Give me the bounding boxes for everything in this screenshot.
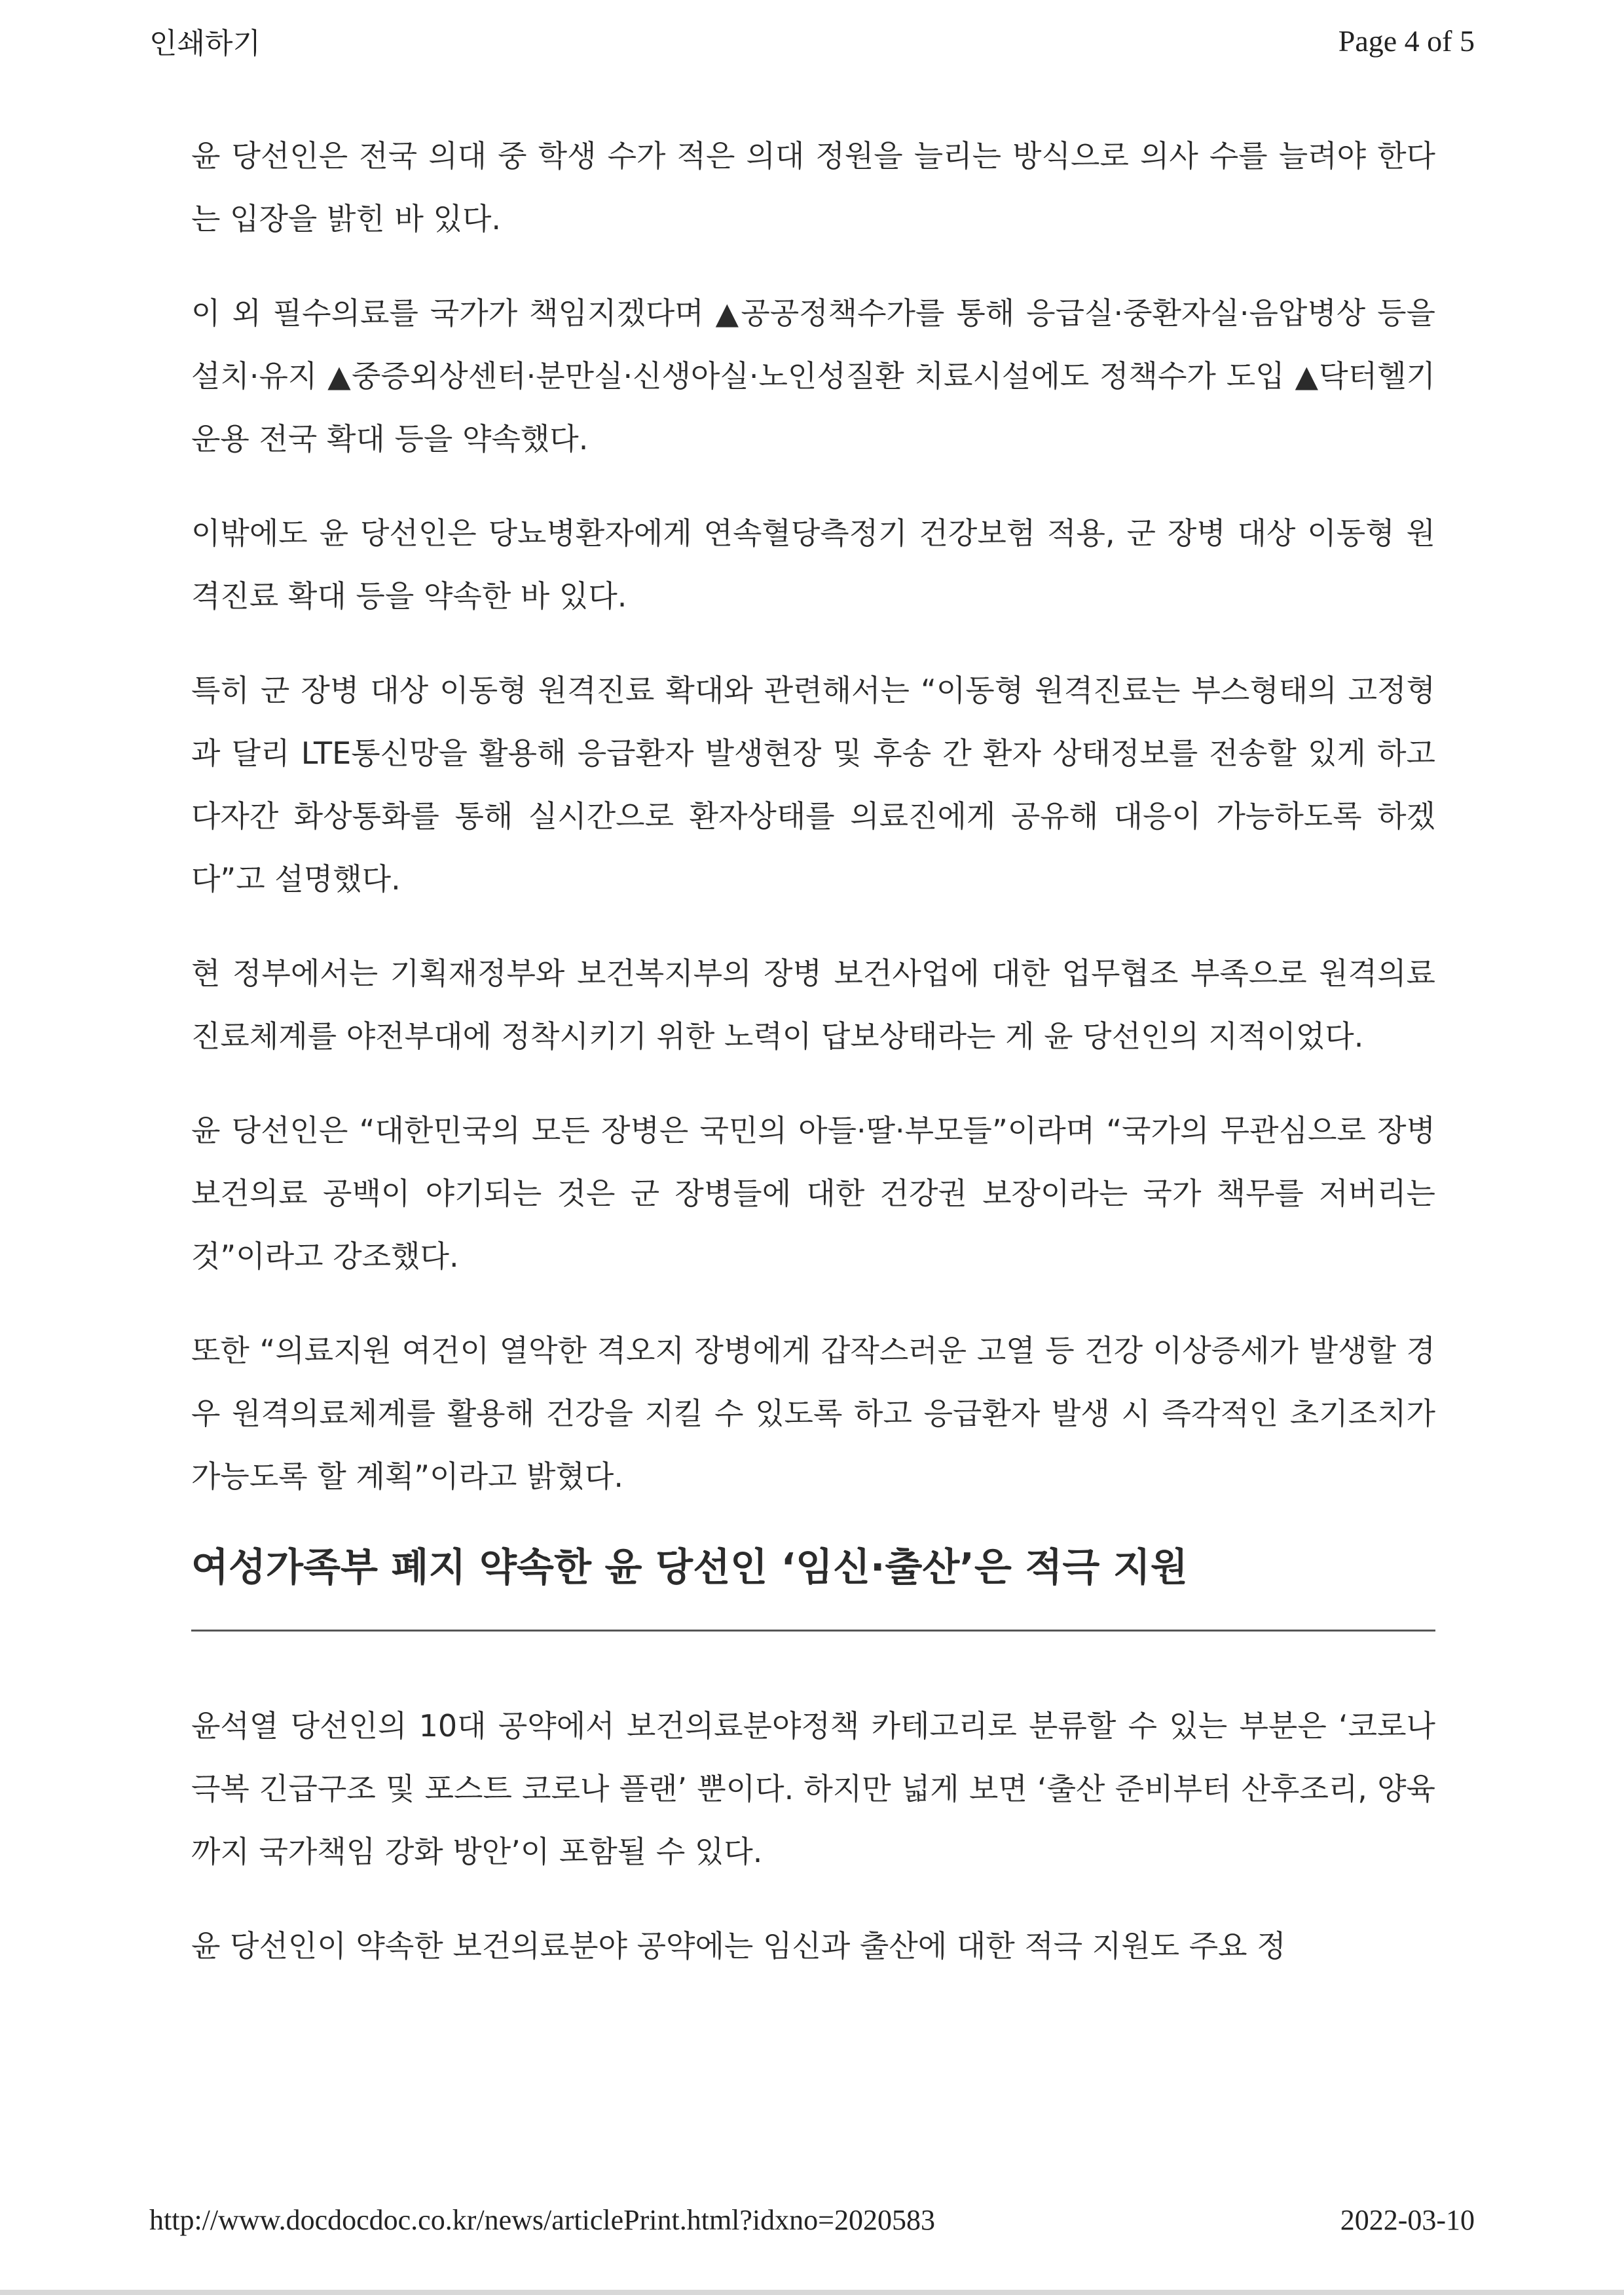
print-date: 2022-03-10 [1340, 2204, 1475, 2236]
page-indicator: Page 4 of 5 [1338, 24, 1475, 58]
paragraph: 이 외 필수의료를 국가가 책임지겠다며 ▲공공정책수가를 통해 응급실·중환자실·음압병상 등을 설치·유지 ▲중증외상센터·분만실·신생아실·노인성질환 치료시설에도 정책수가 도입 ▲닥터헬기 운용 전국 확대 등을 약속했다. [191, 295, 1435, 457]
print-link[interactable]: 인쇄하기 [149, 27, 261, 60]
section-subheading: 여성가족부 폐지 약속한 윤 당선인 ‘임신·출산’은 적극 지원 [191, 1544, 1188, 1590]
paragraph: 윤석열 당선인의 10대 공약에서 보건의료분야정책 카테고리로 분류할 수 있는 부분은 ‘코로나 극복 긴급구조 및 포스트 코로나 플랜’ 뿐이다. 하지만 넓게 보면 ‘출산 준비부터 산후조리, 양육까지 국가책임 강화 방안’이 포함될 수 있다. [191, 1708, 1435, 1869]
paragraph: 이밖에도 윤 당선인은 당뇨병환자에게 연속혈당측정기 건강보험 적용, 군 장병 대상 이동형 원격진료 확대 등을 약속한 바 있다. [191, 515, 1435, 614]
paragraph: 현 정부에서는 기획재정부와 보건복지부의 장병 보건사업에 대한 업무협조 부족으로 원격의료 진료체계를 야전부대에 정착시키기 위한 노력이 답보상태라는 게 윤 당선인의 지적이었다. [191, 956, 1435, 1054]
article-body [191, 124, 1435, 2009]
paragraph: 특히 군 장병 대상 이동형 원격진료 확대와 관련해서는 “이동형 원격진료는 부스형태의 고정형과 달리 LTE통신망을 활용해 응급환자 발생현장 및 후송 간 환자 상태정보를 전송할 있게 하고 다자간 화상통화를 통해 실시간으로 환자상태를 의료진에게 공유해 대응이 가능하도록 하겠다”고 설명했다. [191, 673, 1435, 897]
paragraph: 윤 당선인은 “대한민국의 모든 장병은 국민의 아들·딸·부모들”이라며 “국가의 무관심으로 장병 보건의료 공백이 야기되는 것은 군 장병들에 대한 건강권 보장이라는 국가 책무를 저버리는 것”이라고 강조했다. [191, 1113, 1435, 1274]
paragraph: 윤 당선인이 약속한 보건의료분야 공약에는 임신과 출산에 대한 적극 지원도 주요 정 [191, 1928, 1286, 1964]
paragraph: 또한 “의료지원 여건이 열악한 격오지 장병에게 갑작스러운 고열 등 건강 이상증세가 발생할 경우 원격의료체계를 활용해 건강을 지킬 수 있도록 하고 응급환자 발생 시 즉각적인 초기조치가 가능도록 할 계획”이라고 밝혔다. [191, 1333, 1435, 1494]
subheading-divider [191, 1630, 1435, 1632]
paragraph: 윤 당선인은 전국 의대 중 학생 수가 적은 의대 정원을 늘리는 방식으로 의사 수를 늘려야 한다는 입장을 밝힌 바 있다. [191, 138, 1435, 236]
source-url: http://www.docdocdoc.co.kr/news/articlePrint.html?idxno=2020583 [149, 2204, 935, 2236]
scan-edge-divider [0, 2290, 1624, 2295]
